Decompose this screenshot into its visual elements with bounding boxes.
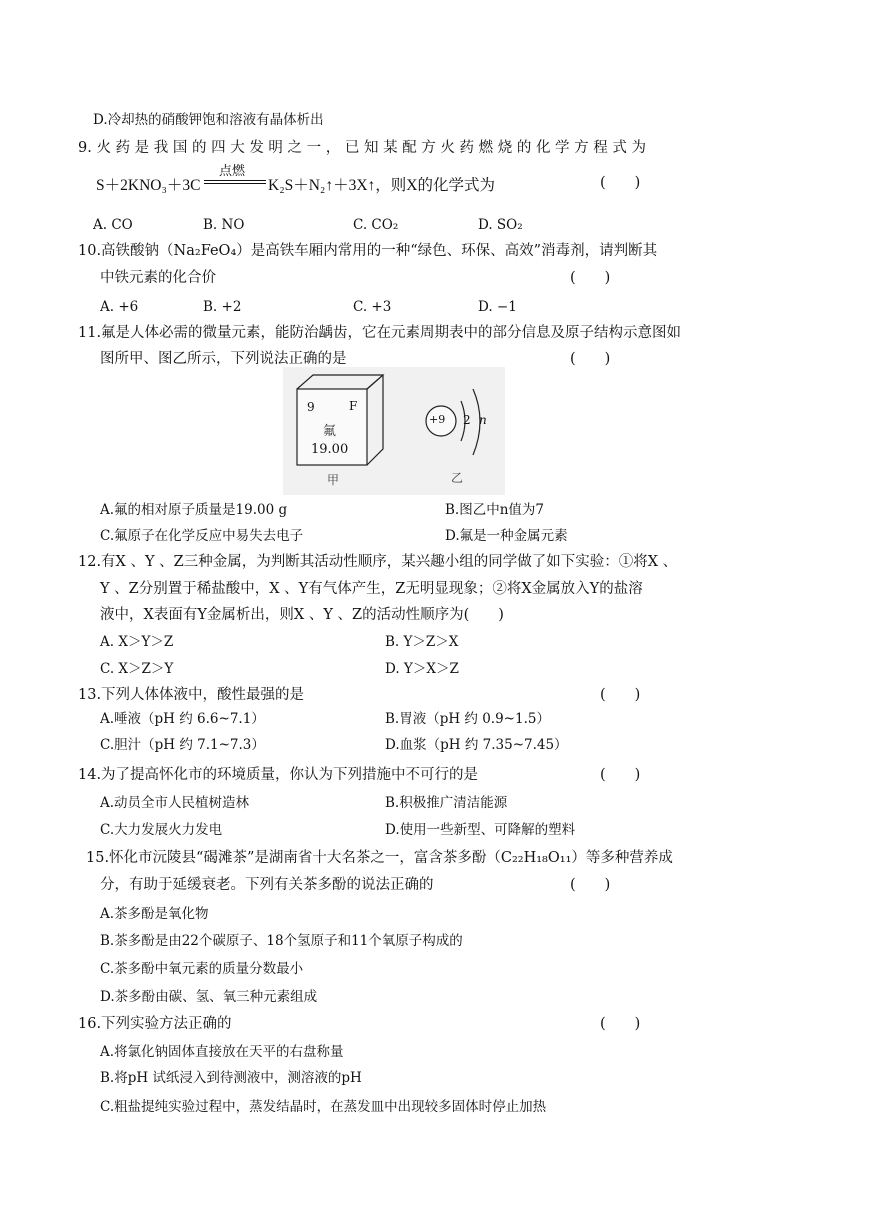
q11-figure <box>283 367 505 495</box>
q9-equation-left: S＋2KNO₃＋3C <box>96 177 201 194</box>
q11-stem-line1: 11.氟是人体必需的微量元素，能防治龋齿，它在元素周期表中的部分信息及原子结构示意图如 <box>78 325 682 341</box>
q12-stem-line2: Y 、Z分别置于稀盐酸中，X 、Y有气体产生，Z无明显现象；②将X金属放入Y的盐溶 <box>100 581 643 597</box>
q10-option-c: C. +3 <box>353 299 392 315</box>
q15-option-d: D.茶多酚由碳、氢、氧三种元素组成 <box>100 989 318 1005</box>
q16-option-b: B.将pH 试纸浸入到待测液中，测溶液的pH <box>100 1070 362 1086</box>
q16-answer-paren: ( ) <box>600 1016 641 1032</box>
q9-reaction-condition: 点燃 <box>219 164 246 179</box>
q16-option-a: A.将氯化钠固体直接放在天平的右盘称量 <box>100 1044 344 1060</box>
figure-label-a: 甲 <box>327 473 340 487</box>
q15-option-c: C.茶多酚中氧元素的质量分数最小 <box>100 961 304 977</box>
q14-answer-paren: ( ) <box>600 767 641 783</box>
q12-stem-line1: 12.有X 、Y 、Z三种金属，为判断其活动性顺序，某兴趣小组的同学做了如下实验：①将X 、 <box>78 554 678 570</box>
q12-option-b: B. Y＞Z＞X <box>385 634 459 650</box>
q11-option-b: B.图乙中n值为7 <box>445 502 544 518</box>
q11-figure-drawing <box>283 367 505 495</box>
q11-option-a: A.氟的相对原子质量是19.00 g <box>100 502 288 518</box>
q11-option-d: D.氟是一种金属元素 <box>445 528 568 544</box>
relative-atomic-mass: 19.00 <box>311 442 349 457</box>
q9-option-a: A. CO <box>93 217 133 233</box>
q10-stem-line2: 中铁元素的化合价 <box>100 270 216 286</box>
q15-option-a: A.茶多酚是氧化物 <box>100 906 209 922</box>
q13-stem: 13.下列人体体液中，酸性最强的是 <box>78 687 305 703</box>
q10-option-a: A. +6 <box>100 299 139 315</box>
q10-stem-line1: 10.高铁酸钠（Na₂FeO₄）是高铁车厢内常用的一种“绿色、环保、高效”消毒剂，请判断其 <box>78 243 658 259</box>
q13-option-c: C.胆汁（pH 约 7.1~7.3） <box>100 737 265 753</box>
q9-equation-sign <box>204 180 266 184</box>
q13-option-a: A.唾液（pH 约 6.6~7.1） <box>100 711 265 727</box>
q14-option-b: B.积极推广清洁能源 <box>385 795 508 811</box>
q10-option-b: B. +2 <box>203 299 242 315</box>
q14-stem: 14.为了提高怀化市的环境质量，你认为下列措施中不可行的是 <box>78 767 479 783</box>
q16-stem: 16.下列实验方法正确的 <box>78 1016 232 1032</box>
q14-option-d: D.使用一些新型、可降解的塑料 <box>385 822 576 838</box>
q10-answer-paren: ( ) <box>570 270 611 286</box>
q13-option-b: B.胃液（pH 约 0.9~1.5） <box>385 711 550 727</box>
q12-option-c: C. X＞Z＞Y <box>100 661 174 677</box>
nucleus-charge: +9 <box>429 413 446 426</box>
q9-option-b: B. NO <box>203 217 245 233</box>
atomic-number: 9 <box>307 400 315 414</box>
q13-answer-paren: ( ) <box>600 687 641 703</box>
q11-option-c: C.氟原子在化学反应中易失去电子 <box>100 528 304 544</box>
q13-option-d: D.血浆（pH 约 7.35~7.45） <box>385 737 568 753</box>
q15-stem-line1: 15.怀化市沅陵县“碣滩茶”是湖南省十大名茶之一，富含茶多酚（C₂₂H₁₈O₁₁）等多种营养成 <box>86 850 673 866</box>
q9-option-d: D. SO₂ <box>478 217 523 233</box>
figure-label-b: 乙 <box>451 471 464 485</box>
q11-answer-paren: ( ) <box>570 351 611 367</box>
q15-stem-line2: 分，有助于延缓衰老。下列有关茶多酚的说法正确的 <box>100 877 434 893</box>
q14-option-a: A.动员全市人民植树造林 <box>100 795 250 811</box>
q15-option-b: B.茶多酚是由22个碳原子、18个氢原子和11个氧原子构成的 <box>100 933 463 949</box>
q8-option-d: D.冷却热的硝酸钾饱和溶液有晶体析出 <box>93 112 324 128</box>
element-name: 氟 <box>323 424 337 439</box>
q14-option-c: C.大力发展火力发电 <box>100 822 223 838</box>
q12-option-a: A. X＞Y＞Z <box>100 634 174 650</box>
q15-answer-paren: ( ) <box>570 877 611 893</box>
element-symbol: F <box>349 399 358 413</box>
q9-answer-paren: ( ) <box>600 175 641 191</box>
q12-option-d: D. Y＞X＞Z <box>385 661 459 677</box>
q9-option-c: C. CO₂ <box>353 217 399 233</box>
shell2-electrons: n <box>479 413 487 427</box>
shell1-electrons: 2 <box>463 413 471 427</box>
q11-stem-line2: 图所甲、图乙所示，下列说法正确的是 <box>100 351 347 367</box>
q10-option-d: D. −1 <box>478 299 517 315</box>
q16-option-c: C.粗盐提纯实验过程中，蒸发结晶时，在蒸发皿中出现较多固体时停止加热 <box>100 1099 547 1115</box>
q9-equation-right: K₂S＋N₂↑＋3X↑，则X的化学式为 <box>268 177 495 194</box>
q12-stem-line3: 液中，X表面有Y金属析出，则X 、Y 、Z的活动性顺序为( ) <box>100 607 504 623</box>
q9-stem-line1: 9. 火 药 是 我 国 的 四 大 发 明 之 一 ， 已 知 某 配 方 火 药 燃 烧 的 化 学 方 程 式 为 <box>78 140 646 156</box>
